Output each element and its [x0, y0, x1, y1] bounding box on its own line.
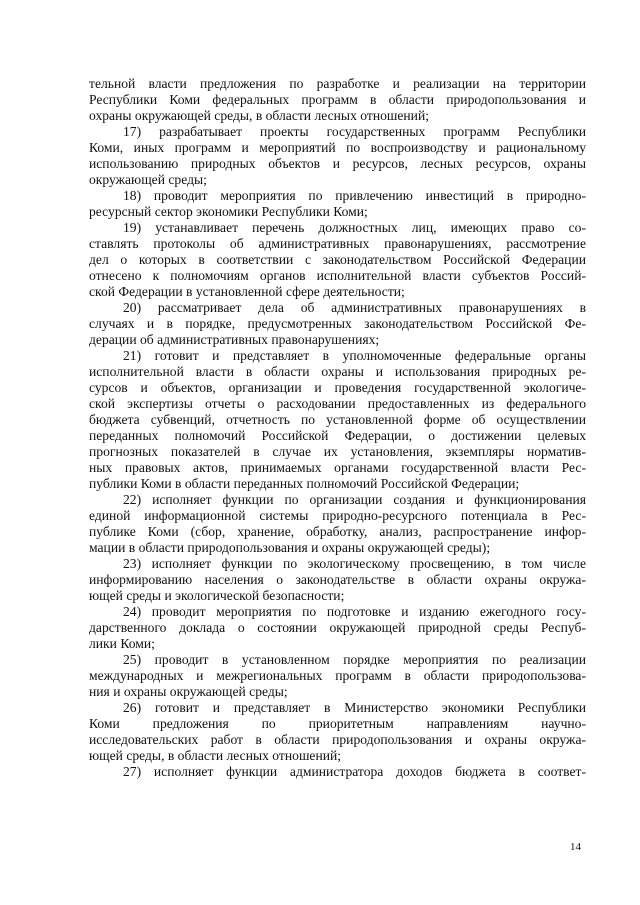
text-line: 27) исполняет функции администратора доходов бюджета в соответ-	[123, 764, 586, 779]
text-line: бюджета субвенций, отчетность по установленной форме об осуществлении	[89, 412, 586, 427]
text-line: международных и межрегиональных программ в области природопользова-	[89, 668, 586, 683]
text-line: 18) проводит мероприятия по привлечению инвестиций в природно-	[123, 188, 586, 203]
text-line: дерации об административных правонарушениях;	[89, 332, 380, 347]
text-line: 24) проводит мероприятия по подготовке и изданию ежегодного госу-	[123, 604, 586, 619]
text-line: Республики Коми федеральных программ в области природопользования и	[89, 92, 586, 107]
text-line: 26) готовит и представляет в Министерство экономики Республики	[123, 700, 586, 715]
text-line: исследовательских работ в области природопользования и охраны окружа-	[89, 732, 586, 747]
text-line: 17) разрабатывает проекты государственных программ Республики	[123, 124, 586, 139]
text-line: ставлять протоколы об административных правонарушениях, рассмотрение	[89, 236, 586, 251]
text-line: дарственного доклада о состоянии окружающей природной среды Респуб-	[89, 620, 586, 635]
text-line: ской экспертизы отчеты о расходовании предоставленных из федерального	[89, 396, 586, 411]
text-line: ния и охраны окружающей среды;	[89, 684, 288, 699]
text-line: сурсов и объектов, организации и проведения государственной экологиче-	[89, 380, 586, 395]
page-number: 14	[570, 841, 581, 853]
text-line: переданных полномочий Российской Федерации, о достижении целевых	[89, 428, 586, 443]
text-line: публике Коми (сбор, хранение, обработку, анализ, распространение инфор-	[89, 524, 586, 539]
text-line: ской Федерации в установленной сфере деятельности;	[89, 284, 405, 299]
text-line: Коми, иных программ и мероприятий по воспроизводству и рациональному	[89, 140, 586, 155]
text-line: тельной власти предложения по разработке и реализации на территории	[89, 76, 586, 91]
text-line: единой информационной системы природно-ресурсного потенциала в Рес-	[89, 508, 586, 523]
text-line: ресурсный сектор экономики Республики Коми;	[89, 204, 368, 219]
text-line: 19) устанавливает перечень должностных лиц, имеющих право со-	[123, 220, 586, 235]
document-body	[89, 76, 586, 780]
text-line: информированию населения о законодательстве в области охраны окружа-	[89, 572, 586, 587]
text-line: ющей среды, в области лесных отношений;	[89, 748, 342, 763]
text-line: 23) исполняет функции по экологическому просвещению, в том числе	[123, 556, 586, 571]
text-line: ных правовых актов, принимаемых органами государственной власти Рес-	[89, 460, 586, 475]
text-line: лики Коми;	[89, 636, 155, 651]
text-line: использованию природных объектов и ресурсов, лесных ресурсов, охраны	[89, 156, 586, 171]
text-line: ющей среды и экологической безопасности;	[89, 588, 345, 603]
text-line: публики Коми в области переданных полномочий Российской Федерации;	[89, 476, 520, 491]
text-line: случаях и в порядке, предусмотренных законодательством Российской Фе-	[89, 316, 586, 331]
text-line: дел о которых в соответствии с законодательством Российской Федерации	[89, 252, 586, 267]
text-line: 22) исполняет функции по организации создания и функционирования	[123, 492, 586, 507]
text-line: 25) проводит в установленном порядке мероприятия по реализации	[123, 652, 586, 667]
text-line: исполнительной власти в области охраны и использования природных ре-	[89, 364, 586, 379]
text-line: Коми предложения по приоритетным направлениям научно-	[89, 716, 586, 731]
text-line: отнесено к полномочиям органов исполнительной власти субъектов Россий-	[89, 268, 586, 283]
text-line: охраны окружающей среды, в области лесных отношений;	[89, 108, 429, 123]
text-line: мации в области природопользования и охраны окружающей среды);	[89, 540, 491, 555]
text-line: окружающей среды;	[89, 172, 207, 187]
text-line: прогнозных показателей в случае их установления, экземпляры норматив-	[89, 444, 586, 459]
text-line: 20) рассматривает дела об административных правонарушениях в	[123, 300, 586, 315]
text-line: 21) готовит и представляет в уполномоченные федеральные органы	[123, 348, 586, 363]
